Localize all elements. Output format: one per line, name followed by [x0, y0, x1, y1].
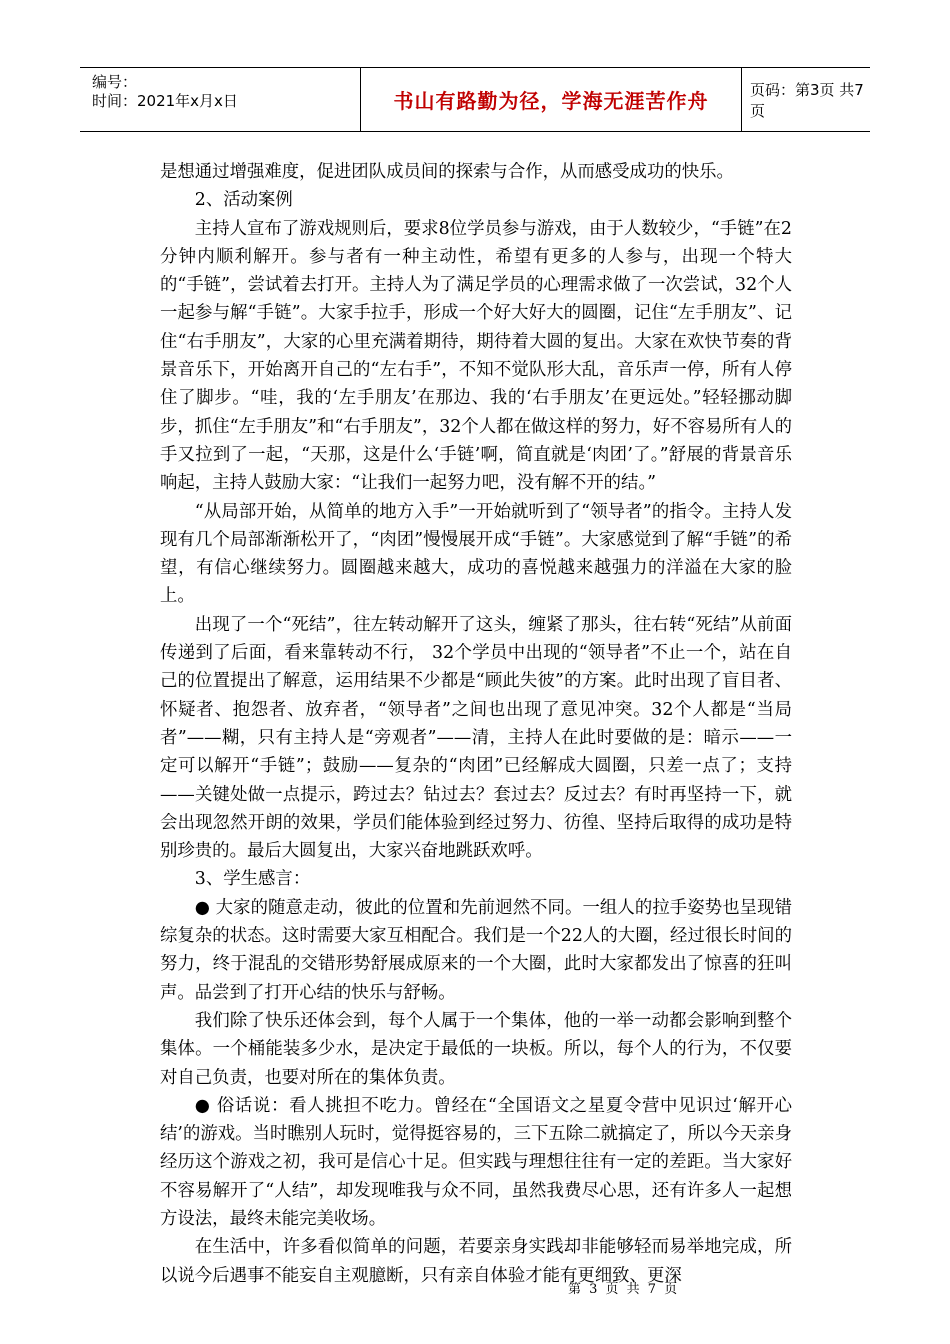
page-header	[80, 67, 870, 132]
paragraph: 在生活中，许多看似简单的问题，若要亲身实践却非能够轻而易举地完成，所以说今后遇事不能妄自主观臆断，只有亲自体验才能有更细致、更深	[160, 1237, 792, 1286]
paragraph: 我们除了快乐还体会到，每个人属于一个集体，他的一举一动都会影响到整个集体。一个桶能装多少水，是决定于最低的一块板。所以，每个人的行为，不仅要对自己负责，也要对所在的集体负责。	[160, 1010, 792, 1088]
bullet-paragraph: ● 大家的随意走动，彼此的位置和先前迥然不同。一组人的拉手姿势也呈现错综复杂的状态。这时需要大家互相配合。我们是一个22人的大圈，经过很长时间的努力，终于混乱的交错形势舒展成原来的一个大圈，此时大家都发出了惊喜的狂叫声。品尝到了打开心结的快乐与舒畅。	[160, 897, 792, 1003]
paragraph: 主持人宣布了游戏规则后，要求8位学员参与游戏，由于人数较少，“手链”在2分钟内顺利解开。参与者有一种主动性，希望有更多的人参与，出现一个特大的“手链”，尝试着去打开。主持人为了满足学员的心理需求做了一次尝试，32个人一起参与解“手链”。大家手拉手，形成一个好大好大的圆圈，记住“左手朋友”、记住“右手朋友”，大家的心里充满着期待，期待着大圆的复出。大家在欢快节奏的背景音乐下，开始离开自己的“左右手”，不知不觉队形大乱，音乐声一停，所有人停住了脚步。“哇，我的‘左手朋友’在那边、我的‘右手朋友’在更远处。”轻轻挪动脚步，抓住“左手朋友”和“右手朋友”，32个人都在做这样的努力，好不容易所有人的手又拉到了一起，“天那，这是什么‘手链’啊，简直就是‘肉团’了。”舒展的背景音乐响起，主持人鼓励大家：“让我们一起努力吧，没有解不开的结。”	[160, 218, 792, 494]
paragraph: 出现了一个“死结”，往左转动解开了这头，缠紧了那头，往右转“死结”从前面传递到了后面，看来靠转动不行， 32个学员中出现的“领导者”不止一个，站在自己的位置提出了解意，运用结果不少都是“顾此失彼”的方案。此时出现了盲目者、怀疑者、抱怨者、放弃者，“领导者”之间也出现了意见冲突。32个人都是“当局者”——糊，只有主持人是“旁观者”——清，主持人在此时要做的是：暗示——一定可以解开“手链”；鼓励——复杂的“肉团”已经解成大圆圈，只差一点了；支持——关键处做一点提示，跨过去？钻过去？套过去？反过去？有时再坚持一下，就会出现忽然开朗的效果，学员们能体验到经过努力、彷徨、坚持后取得的成功是特别珍贵的。最后大圆复出，大家兴奋地跳跃欢呼。	[160, 614, 792, 862]
section-heading-feedback: 3、学生感言：	[194, 869, 311, 890]
document-body	[160, 158, 792, 1290]
header-slogan: 书山有路勤为径，学海无涯苦作舟	[393, 89, 709, 113]
header-slogan-cell	[360, 68, 742, 131]
document-time: 时间：2021年x月x日	[92, 92, 238, 110]
paragraph-continuation: 是想通过增强难度，促进团队成员间的探索与合作，从而感受成功的快乐。	[160, 162, 734, 182]
page-footer: 第 3 页 共 7 页	[568, 1282, 680, 1297]
section-heading-case: 2、活动案例	[194, 190, 293, 211]
document-number: 编号：	[92, 73, 138, 91]
header-meta	[92, 73, 282, 111]
header-page-cell	[750, 68, 870, 131]
bullet-paragraph: ● 俗话说：看人挑担不吃力。曾经在“全国语文之星夏令营中见识过‘解开心结’的游戏。当时瞧别人玩时，觉得挺容易的，三下五除二就搞定了，所以今天亲身经历这个游戏之初，我可是信心十足。但实践与理想往往有一定的差距。当大家好不容易解开了“人结”，却发现唯我与众不同，虽然我费尽心思，还有许多人一起想方设法，最终未能完美收场。	[160, 1095, 792, 1229]
header-page-number: 页码：第3页 共7页	[750, 80, 864, 120]
paragraph: “从局部开始，从简单的地方入手”一开始就听到了“领导者”的指令。主持人发现有几个局部渐渐松开了，“肉团”慢慢展开成“手链”。大家感觉到了解“手链”的希望，有信心继续努力。圆圈越来越大，成功的喜悦越来越强力的洋溢在大家的脸上。	[160, 501, 792, 607]
